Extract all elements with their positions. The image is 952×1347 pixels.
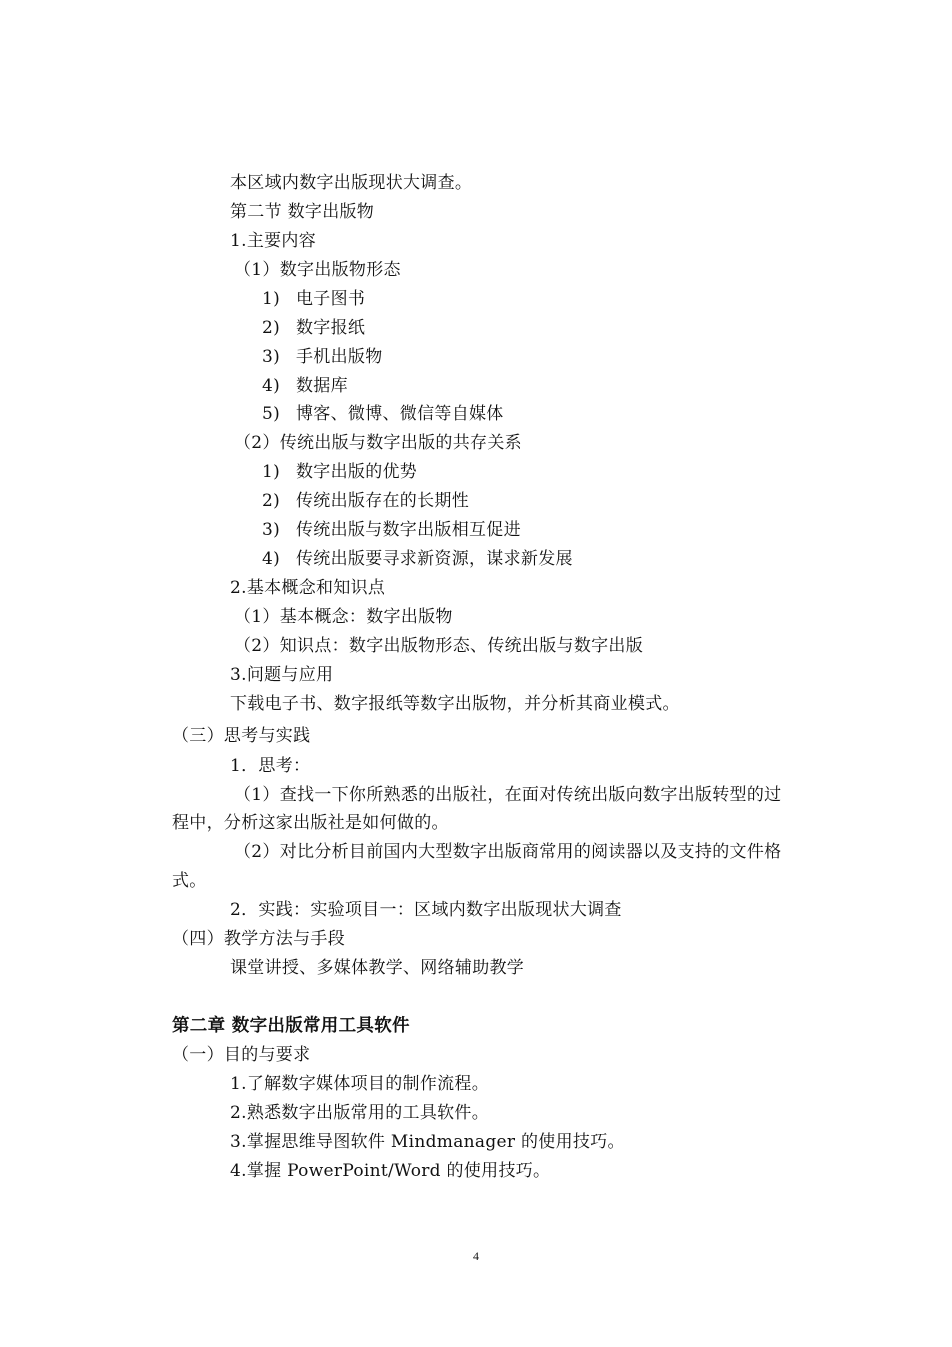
list-item-number: 2): [262, 318, 281, 338]
list-item: [262, 402, 504, 426]
list-item: [262, 345, 383, 369]
list-item-number: 3): [262, 520, 281, 540]
goal-item: 3.掌握思维导图软件 Mindmanager 的使用技巧。: [230, 1132, 625, 1152]
list-item-number: 4): [262, 376, 281, 396]
question-line: （1）查找一下你所熟悉的出版社，在面对传统出版向数字出版转型的过: [234, 785, 782, 805]
question-line: 程中，分析这家出版社是如何做的。: [172, 813, 449, 833]
list-item: [262, 489, 469, 513]
section-title: 第二节 数字出版物: [230, 202, 375, 222]
list-item: [262, 316, 365, 340]
list-item-text: 传统出版要寻求新资源，谋求新发展: [296, 549, 573, 569]
list-item: [262, 518, 521, 542]
think-label: 1．思考：: [230, 756, 311, 776]
list-item: [262, 547, 573, 571]
list-item-number: 2): [262, 491, 281, 511]
list-item: [262, 287, 365, 311]
sub2-heading: （2）传统出版与数字出版的共存关系: [234, 433, 522, 453]
thinking-heading: （三）思考与实践: [172, 726, 311, 746]
practice-line: 2．实践：实验项目一：区域内数字出版现状大调查: [230, 900, 622, 920]
goal-item: 1.了解数字媒体项目的制作流程。: [230, 1074, 490, 1094]
concepts-heading: 2.基本概念和知识点: [230, 578, 386, 598]
list-item-text: 数据库: [296, 376, 348, 396]
list-item-text: 传统出版与数字出版相互促进: [296, 520, 521, 540]
list-item-number: 5): [262, 404, 281, 424]
list-item-text: 电子图书: [296, 289, 366, 309]
list-item-number: 4): [262, 549, 281, 569]
list-item-text: 数字出版的优势: [296, 462, 418, 482]
goal-item: 2.熟悉数字出版常用的工具软件。: [230, 1103, 490, 1123]
list-item-text: 手机出版物: [296, 347, 383, 367]
problems-heading: 3.问题与应用: [230, 665, 334, 685]
list-item-text: 博客、微博、微信等自媒体: [296, 404, 504, 424]
question-line: 式。: [172, 871, 207, 891]
list-item: [262, 460, 417, 484]
intro-tail-text: 本区域内数字出版现状大调查。: [230, 173, 473, 193]
question-line: （2）对比分析目前国内大型数字出版商常用的阅读器以及支持的文件格: [234, 842, 782, 862]
methods-heading: （四）教学方法与手段: [172, 929, 345, 949]
list-item: [262, 374, 348, 398]
page-number: 4: [473, 1249, 479, 1263]
goals-heading: （一）目的与要求: [172, 1045, 311, 1065]
list-item-number: 1): [262, 289, 281, 309]
problems-text: 下载电子书、数字报纸等数字出版物，并分析其商业模式。: [230, 694, 680, 714]
main-content-heading: 1.主要内容: [230, 231, 317, 251]
methods-text: 课堂讲授、多媒体教学、网络辅助教学: [230, 958, 525, 978]
list-item-number: 1): [262, 462, 281, 482]
concept-line: （1）基本概念：数字出版物: [234, 607, 453, 627]
concept-line: （2）知识点：数字出版物形态、传统出版与数字出版: [234, 636, 644, 656]
chapter-title: 第二章 数字出版常用工具软件: [172, 1016, 410, 1036]
list-item-text: 传统出版存在的长期性: [296, 491, 469, 511]
list-item-text: 数字报纸: [296, 318, 366, 338]
goal-item: 4.掌握 PowerPoint/Word 的使用技巧。: [230, 1161, 551, 1181]
list-item-number: 3): [262, 347, 281, 367]
sub1-heading: （1）数字出版物形态: [234, 260, 401, 280]
